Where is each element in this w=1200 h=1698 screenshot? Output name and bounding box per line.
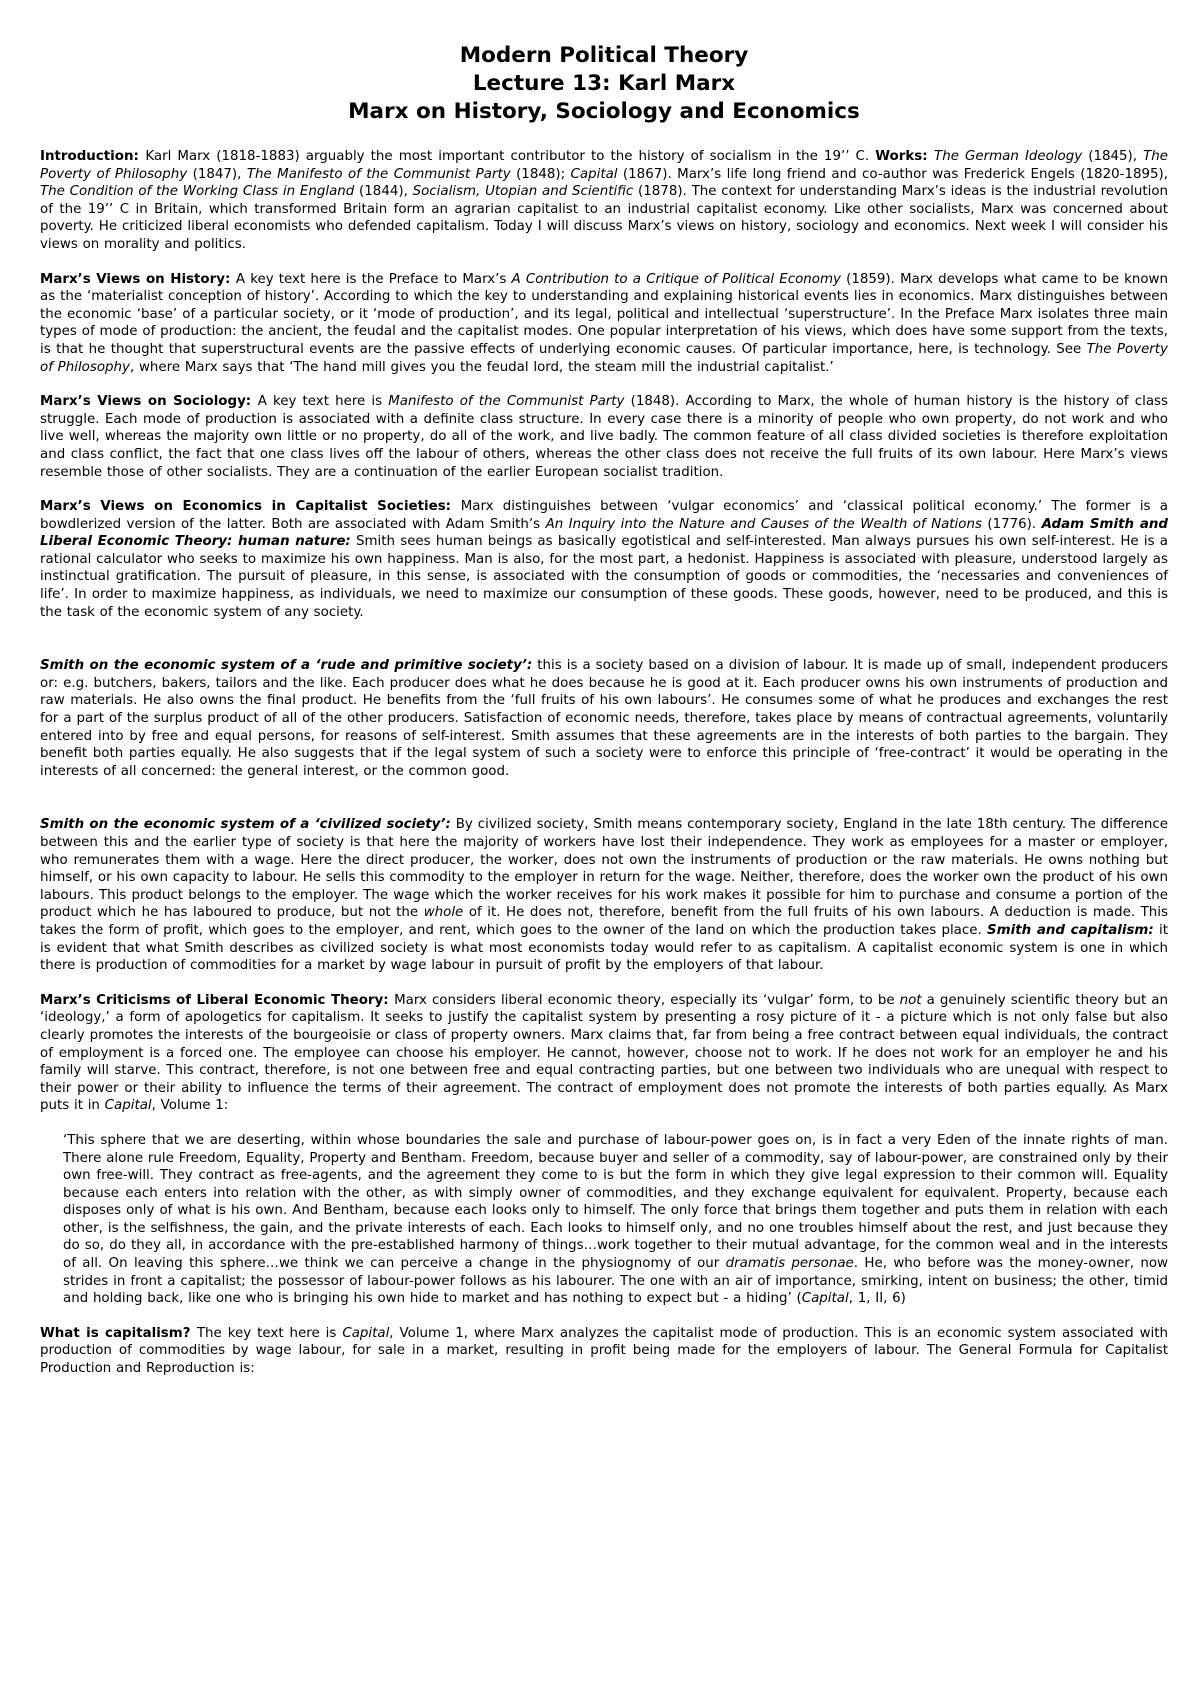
intro-paragraph-text-run: The Poverty of Philosophy (40, 149, 1168, 182)
history-paragraph-text-run: A Contribution to a Critique of Political Economy (511, 271, 841, 287)
intro-paragraph-text-run: (1867). Marx’s life long friend and co-author was Frederick Engels (1820-1895), (617, 166, 1168, 182)
history-paragraph-text-run: (1859). Marx develops what came to be known as the ‘materialist conception of history’. According to which the key to understanding and explaining historical events lies in economics. Marx distinguishes between the economic ‘base’ of a particular society, or it ‘mode of production’, and its legal, political and intellectual ‘superstructure’. In the Preface Marx isolates three main types of mode of production: the ancient, the feudal and the capitalist modes. One popular interpretation of his views, which does have some support from the texts, is that he thought that superstructural events are the passive effects of underlying economic causes. Of particular importance, here, is technology. See (40, 271, 1168, 357)
civilized-society-paragraph-text-run: By civilized society, Smith means contemporary society, England in the late 18th century. The difference between this and the earlier type of society is that here the majority of workers have lost their independence. They work as employees for a master or employer, who remunerates them with a wage. Here the direct producer, the worker, does not own the instruments of production or the raw materials. He owns nothing but himself, or his own capacity to labour. He sells this commodity to the employer in return for the wage. Neither, therefore, does the worker own the product of his own labours. This product belongs to the employer. The wage which the worker receives for his work makes it possible for him to purchase and consume a portion of the product which he has laboured to produce, but not the (40, 817, 1168, 921)
history-paragraph-text-run: Marx’s Views on History: (40, 271, 236, 287)
capital-quote-paragraph (63, 1132, 1168, 1308)
capital-quote-paragraph-text-run: Capital (801, 1291, 849, 1307)
civilized-society-paragraph-text-run: it is evident that what Smith describes as civilized society is what most economists today would refer to as capitalism. A capitalist economic system is one in which there is production of commodities for a market by wage labour in pursuit of profit by the employers of that labour. (40, 922, 1168, 974)
intro-paragraph-text-run: The Manifesto of the Communist Party (246, 166, 511, 182)
sociology-paragraph-text-run: Manifesto of the Communist Party (388, 394, 625, 410)
economics-paragraph-text-run: Marx’s Views on Economics in Capitalist Societies: (40, 499, 461, 515)
history-paragraph-text-run: , where Marx says that ‘The hand mill gives you the feudal lord, the steam mill the industrial capitalist.’ (129, 359, 834, 375)
economics-paragraph-text-run: Marx distinguishes between ‘vulgar economics’ and ‘classical political economy.’ The former is a bowdlerized version of the latter. Both are associated with Adam Smith’s (40, 499, 1168, 532)
intro-paragraph-text-run: (1847), (187, 166, 247, 182)
criticisms-paragraph-text-run: Marx considers liberal economic theory, especially its ‘vulgar’ form, to be (394, 992, 900, 1008)
criticisms-paragraph-text-run: Marx’s Criticisms of Liberal Economic Theory: (40, 992, 395, 1008)
capital-quote-paragraph-text-run: ‘This sphere that we are deserting, within whose boundaries the sale and purchase of labour-power goes on, is in fact a very Eden of the innate rights of man. There alone rule Freedom, Equality, Property and Bentham. Freedom, because buyer and seller of a commodity, say of labour-power, are constrained only by their own free-will. They contract as free-agents, and the agreement they come to is but the form in which they give legal expression to their common will. Equality because each enters into relation with the other, as with simply owner of commodities, and they exchange equivalent for equivalent. Property, because each disposes only of what is his own. And Bentham, because each looks only to himself. The only force that brings them together and puts them in relation with each other, is the selfishness, the gain, and the private interests of each. Each looks to himself only, and no one troubles himself about the rest, and just because they do so, do they all, in accordance with the pre-established harmony of things…work together to their mutual advantage, for the common weal and in the interests of all. On leaving this sphere…we think we can perceive a change in the physiognomy of our (63, 1132, 1168, 1272)
civilized-society-paragraph-text-run: of it. He does not, therefore, benefit from the full fruits of his own labours. A deduction is made. This takes the form of profit, which goes to the employer, and rent, which goes to the owner of the land on which the production takes place. (40, 905, 1168, 938)
rude-primitive-society-paragraph-text-run: this is a society based on a division of labour. It is made up of small, independent producers or: e.g. butchers, bakers, tailors and the like. Each producer does what he does because he is good at it. Each producer owns his own instruments of production and raw materials. He also owns the final product. He benefits from the ‘full fruits of his own labours’. He consumes some of what he produces and exchanges the rest for a part of the surplus product of all of the other producers. Satisfaction of economic needs, therefore, takes place by means of contractual agreements, voluntarily entered into by free and equal persons, for reasons of self-interest. Smith assumes that these agreements are in the interests of both parties to the bargain. They benefit both parties equally. He also suggests that if the legal system of such a society were to enforce this principle of ‘free-contract’ it would be operating in the interests of all concerned: the general interest, or the common good. (40, 658, 1169, 779)
intro-paragraph-text-run: The German Ideology (934, 149, 1083, 164)
civilized-society-paragraph-text-run: Smith on the economic system of a ‘civilized society’: (40, 817, 451, 833)
document-title-block (40, 42, 1168, 126)
intro-paragraph (40, 148, 1168, 254)
intro-paragraph-text-run: Introduction: (40, 149, 146, 164)
lecture-subject-title: Marx on History, Sociology and Economics (348, 99, 860, 124)
what-is-capitalism-paragraph-text-run: , Volume 1, where Marx analyzes the capitalist mode of production. This is an economic system associated with production of commodities by wage labour, for sale in a market, resulting in profit being made for the employers of labour. The General Formula for Capitalist Production and Reproduction is: (40, 1325, 1168, 1377)
intro-paragraph-text-run: Capital (570, 166, 618, 182)
criticisms-paragraph-text-run: Capital (104, 1098, 152, 1114)
what-is-capitalism-paragraph-text-run: Capital (342, 1325, 390, 1341)
history-paragraph-text-run: The Poverty of Philosophy (40, 341, 1168, 375)
history-paragraph-text-run: A key text here is the Preface to Marx’s (235, 271, 512, 287)
intro-paragraph-text-run: Karl Marx (1818-1883) arguably the most important contributor to the history of socialism in the 19’’ C. (145, 149, 876, 164)
civilized-society-paragraph (40, 816, 1168, 974)
history-paragraph (40, 271, 1168, 377)
criticisms-paragraph (40, 992, 1168, 1115)
capital-quote-paragraph-text-run: , 1, II, 6) (848, 1291, 906, 1307)
sociology-paragraph-text-run: (1848). According to Marx, the whole of human history is the history of class struggle. Each mode of production is associated with a definite class structure. In every case there is a minority of people who own property, do not work and who live well, whereas the majority own little or no property, do all of the work, and live badly. The common feature of all class divided societies is therefore exploitation and class conflict, the fact that one class lives off the labour of others, whereas the other class does not receive the full fruits of its own labour. Here Marx’s views resemble those of other socialists. They are a continuation of the earlier European socialist tradition. (40, 394, 1168, 480)
intro-paragraph-text-run: (1844), (354, 184, 413, 200)
what-is-capitalism-paragraph-text-run: What is capitalism? (40, 1325, 197, 1341)
intro-paragraph-text-run: Socialism, Utopian and Scientific (412, 184, 634, 200)
sociology-paragraph-text-run: Marx’s Views on Sociology: (40, 394, 258, 410)
what-is-capitalism-paragraph-text-run: The key text here is (196, 1325, 343, 1341)
intro-paragraph-text-run: Works: (875, 149, 935, 164)
sociology-paragraph-text-run: A key text here is (257, 394, 389, 410)
economics-paragraph-text-run: (1776). (981, 516, 1042, 532)
course-title: Modern Political Theory (459, 43, 749, 68)
rude-primitive-society-paragraph (40, 657, 1168, 780)
capital-quote-paragraph-text-run: . He, who before was the money-owner, now strides in front a capitalist; the possessor of labour-power follows as his labourer. The one with an air of importance, smirking, intent on business; the other, timid and holding back, like one who is bringing his own hide to market and has nothing to expect but - a hiding’ ( (63, 1256, 1168, 1307)
what-is-capitalism-paragraph (40, 1325, 1168, 1378)
criticisms-paragraph-text-run: not (899, 992, 922, 1008)
intro-paragraph-text-run: The Condition of the Working Class in England (40, 184, 355, 200)
intro-paragraph-text-run: (1845), (1082, 149, 1144, 164)
criticisms-paragraph-text-run: a genuinely scientific theory but an ‘ideology,’ a form of apologetics for capitalism. It seeks to justify the capitalist system by presenting a rosy picture of it - a picture which is not only false but also clearly promotes the interests of the bourgeoisie or class of property owners. Marx claims that, far from being a free contract between equal individuals, the contract of employment is a forced one. The employee can choose his employer. He cannot, however, choose not to work. If he does not work for an employer he and his family will starve. This contract, therefore, is not one between free and equal contracting parties, but one between two individuals who are unequal with respect to their power or their ability to influence the terms of their agreement. The contract of employment does not promote the interests of both parties equally. As Marx puts it in (40, 992, 1168, 1114)
document-body (40, 148, 1168, 1378)
civilized-society-paragraph-text-run: Smith and capitalism: (987, 922, 1154, 938)
intro-paragraph-text-run: (1878). The context for understanding Marx’s ideas is the industrial revolution of the 19’’ C in Britain, which transformed Britain form an agrarian capitalist to an industrial capitalist economy. Like other socialists, Marx was concerned about poverty. He criticized liberal economists who defended capitalism. Today I will discuss Marx’s views on history, sociology and economics. Next week I will consider his views on morality and politics. (40, 184, 1169, 252)
civilized-society-paragraph-text-run: whole (423, 905, 464, 921)
economics-paragraph-text-run: Adam Smith and Liberal Economic Theory: human nature: (40, 516, 1169, 550)
economics-paragraph-text-run: An Inquiry into the Nature and Causes of the Wealth of Nations (545, 516, 982, 532)
lecture-number-title: Lecture 13: Karl Marx (472, 71, 736, 96)
intro-paragraph-text-run: (1848); (510, 166, 571, 182)
economics-paragraph-text-run: Smith sees human beings as basically egotistical and self-interested. Man always pursues his own self-interest. He is a rational calculator who seeks to maximize his own happiness. Man is also, for the most part, a hedonist. Happiness is associated with pleasure, understood largely as instinctual gratification. The pursuit of pleasure, in this sense, is associated with the consumption of goods or commodities, the ‘necessaries and conveniences of life’. In order to maximize happiness, as individuals, we need to maximize our consumption of these goods. These goods, however, need to be produced, and this is the task of the economic system of any society. (40, 534, 1168, 620)
rude-primitive-society-paragraph-text-run: Smith on the economic system of a ‘rude and primitive society’: (40, 658, 533, 674)
sociology-paragraph (40, 393, 1168, 481)
criticisms-paragraph-text-run: , Volume 1: (151, 1098, 229, 1114)
economics-paragraph (40, 498, 1168, 621)
capital-quote-paragraph-text-run: dramatis personae (725, 1256, 854, 1272)
